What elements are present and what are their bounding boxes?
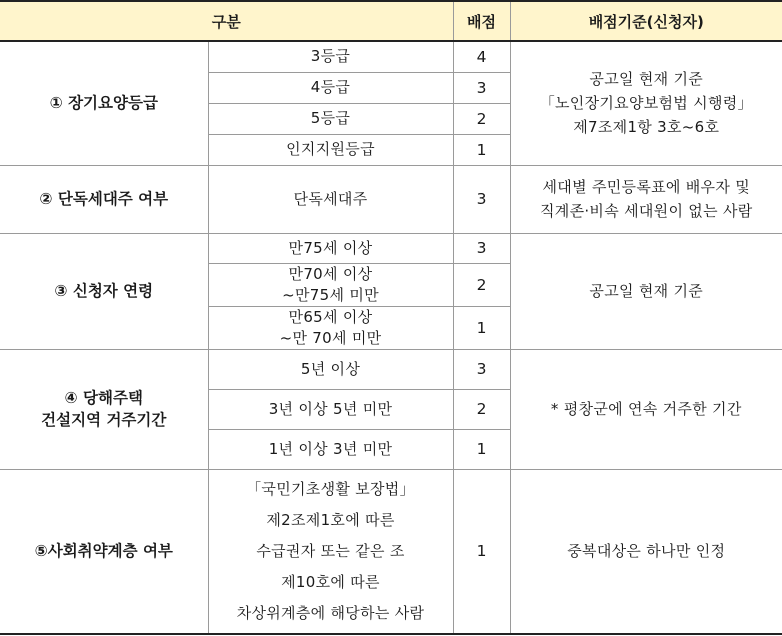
sub-item: 5등급: [208, 103, 453, 134]
score-cell: 1: [453, 306, 510, 349]
sub-item: 3등급: [208, 41, 453, 72]
sub-item: 「국민기초생활 보장법」 제2조제1호에 따른 수급권자 또는 같은 조 제10호에 따른 차상위계층에 해당하는 사람: [208, 469, 453, 634]
sub-item: 만65세 이상 ~만 70세 미만: [208, 306, 453, 349]
category-cell: ② 단독세대주 여부: [0, 165, 208, 233]
score-cell: 1: [453, 429, 510, 469]
table-row: [0, 233, 782, 263]
header-category: 구분: [0, 1, 453, 41]
table-row: [0, 41, 782, 72]
criteria-cell: 세대별 주민등록표에 배우자 및 직계존·비속 세대원이 없는 사람: [510, 165, 782, 233]
category-cell: ⑤사회취약계층 여부: [0, 469, 208, 634]
table-row: [0, 469, 782, 634]
header-row: [0, 1, 782, 41]
sub-item: 3년 이상 5년 미만: [208, 389, 453, 429]
sub-item: 만75세 이상: [208, 233, 453, 263]
category-cell: ③ 신청자 연령: [0, 233, 208, 349]
sub-item: 인지지원등급: [208, 134, 453, 165]
table-row: [0, 165, 782, 233]
score-cell: 2: [453, 103, 510, 134]
category-cell: ④ 당해주택 건설지역 거주기간: [0, 349, 208, 469]
sub-item: 4등급: [208, 72, 453, 103]
table-row: [0, 349, 782, 389]
sub-item: 단독세대주: [208, 165, 453, 233]
sub-item: 만70세 이상 ~만75세 미만: [208, 263, 453, 306]
criteria-cell: 중복대상은 하나만 인정: [510, 469, 782, 634]
score-cell: 2: [453, 263, 510, 306]
category-cell: ① 장기요양등급: [0, 41, 208, 165]
score-cell: 3: [453, 233, 510, 263]
score-cell: 1: [453, 469, 510, 634]
score-cell: 2: [453, 389, 510, 429]
header-criteria: 배점기준(신청자): [510, 1, 782, 41]
score-cell: 3: [453, 165, 510, 233]
score-cell: 4: [453, 41, 510, 72]
score-cell: 1: [453, 134, 510, 165]
criteria-cell: * 평창군에 연속 거주한 기간: [510, 349, 782, 469]
criteria-cell: 공고일 현재 기준: [510, 233, 782, 349]
header-score: 배점: [453, 1, 510, 41]
score-cell: 3: [453, 349, 510, 389]
sub-item: 5년 이상: [208, 349, 453, 389]
sub-item: 1년 이상 3년 미만: [208, 429, 453, 469]
score-cell: 3: [453, 72, 510, 103]
criteria-cell: 공고일 현재 기준 「노인장기요양보험법 시행령」 제7조제1항 3호~6호: [510, 41, 782, 165]
